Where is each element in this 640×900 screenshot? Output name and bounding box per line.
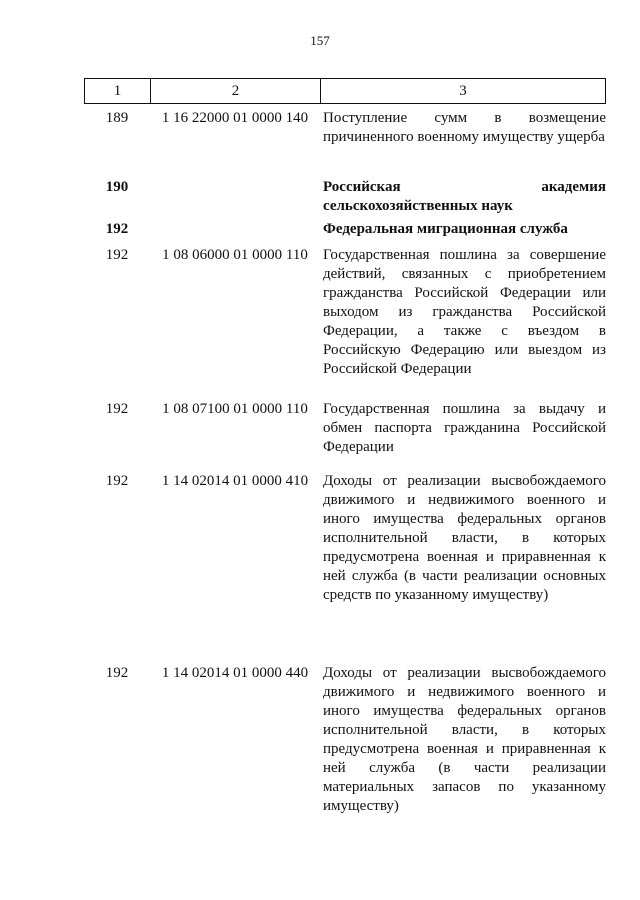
row-classification-code: 1 14 02014 01 0000 410 [161,473,309,489]
row-code: 192 [105,665,129,681]
table-header-row [84,78,606,104]
table-row [84,104,606,173]
row-code: 192 [105,473,129,489]
header-col-3: 3 [459,82,467,99]
row-description: Поступление сумм в возмещение причиненного военному имуществу ущерба [323,110,606,145]
row-description: Государственная пошлина за совершение действий, связанных с приобретением гражданства Российской Федерации или выходом из гражданства Российской Федерации, а также с въездом в Российскую Федерацию или выездом из Российской Федерации [323,247,606,377]
header-col-1: 1 [85,79,151,103]
header-col-2: 2 [151,79,321,103]
row-description: Доходы от реализации высвобождаемого движимого и недвижимого военного и иного имущества федеральных органов исполнительной власти, в которых предусмотрена военная и приравненная к ней служба (в части реализации основных средств по указанному имуществу) [323,473,606,603]
table-row [84,659,606,839]
table-body [84,104,606,839]
table-row [84,215,606,241]
row-classification-code: 1 16 22000 01 0000 140 [161,110,309,126]
row-code: 192 [105,401,129,417]
row-description: Государственная пошлина за выдачу и обмен паспорта гражданина Российской Федерации [323,401,606,455]
row-classification-code: 1 08 07100 01 0000 110 [162,401,308,417]
row-classification-code [150,215,320,241]
row-description: Доходы от реализации высвобождаемого движимого и недвижимого военного и иного имущества федеральных органов исполнительной власти, в которых предусмотрена военная и приравненная к ней служба (в части реализации материальных запасов по указанному имуществу) [323,665,606,814]
row-description: Федеральная миграционная служба [323,221,568,237]
row-code: 192 [105,247,129,263]
table-row [84,467,606,659]
row-code: 192 [105,221,129,237]
table-row [84,173,606,215]
table-row [84,241,606,395]
row-description: Российская академия сельскохозяйственных наук [323,179,606,214]
row-code: 190 [105,179,129,195]
table-row [84,395,606,467]
row-code: 189 [105,110,129,126]
row-classification-code: 1 08 06000 01 0000 110 [162,247,308,263]
row-classification-code: 1 14 02014 01 0000 440 [161,665,309,681]
page-number: 157 [310,33,330,48]
row-classification-code [150,173,320,215]
